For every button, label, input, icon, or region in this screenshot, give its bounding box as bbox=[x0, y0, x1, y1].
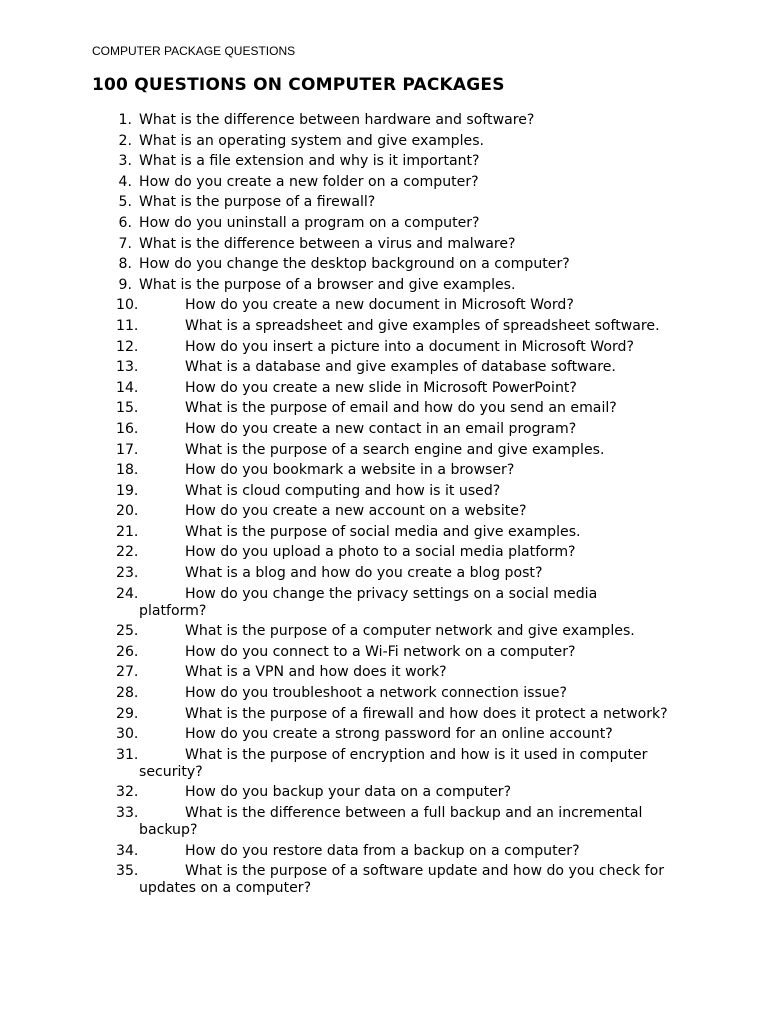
document-title: 100 QUESTIONS ON COMPUTER PACKAGES bbox=[92, 75, 505, 95]
question-number: 8. bbox=[118, 256, 132, 273]
question-item bbox=[0, 112, 768, 129]
question-number: 5. bbox=[118, 194, 132, 211]
question-text: What is the difference between a virus and malware? bbox=[139, 235, 516, 252]
question-item bbox=[0, 339, 768, 356]
question-number: 30. bbox=[116, 726, 139, 743]
question-text: How do you create a new document in Microsoft Word? bbox=[185, 297, 574, 314]
question-text: What is the purpose of a firewall? bbox=[139, 194, 376, 211]
question-text: What is a database and give examples of database software. bbox=[185, 359, 616, 376]
question-text: How do you create a new folder on a computer? bbox=[139, 173, 479, 190]
question-text: How do you create a new contact in an email program? bbox=[185, 420, 577, 437]
question-number: 3. bbox=[118, 153, 132, 170]
question-number: 22. bbox=[116, 544, 139, 561]
question-number: 4. bbox=[118, 173, 132, 190]
question-number: 29. bbox=[116, 705, 139, 722]
question-number: 1. bbox=[118, 112, 132, 128]
question-text: What is the purpose of email and how do you send an email? bbox=[185, 400, 617, 417]
question-item bbox=[0, 706, 768, 723]
question-item bbox=[0, 318, 768, 335]
question-item bbox=[0, 784, 768, 801]
question-item bbox=[0, 421, 768, 438]
question-item bbox=[0, 236, 768, 253]
question-list bbox=[0, 112, 768, 901]
question-item bbox=[0, 400, 768, 417]
question-item bbox=[0, 153, 768, 170]
question-number: 17. bbox=[116, 441, 139, 458]
question-item bbox=[0, 747, 768, 781]
question-number: 28. bbox=[116, 685, 139, 702]
question-number: 19. bbox=[116, 482, 139, 499]
question-number: 2. bbox=[118, 132, 132, 149]
question-text: How do you backup your data on a computer? bbox=[185, 784, 512, 801]
question-item bbox=[0, 297, 768, 314]
question-number: 6. bbox=[118, 214, 132, 231]
question-text: How do you change the privacy settings on a social media platform? bbox=[139, 585, 598, 619]
question-item bbox=[0, 483, 768, 500]
question-item bbox=[0, 277, 768, 294]
question-item bbox=[0, 544, 768, 561]
question-text: What is a VPN and how does it work? bbox=[185, 664, 447, 681]
question-number: 33. bbox=[116, 805, 139, 821]
question-number: 24. bbox=[116, 585, 139, 602]
question-text: What is an operating system and give examples. bbox=[139, 132, 485, 149]
question-text: How do you restore data from a backup on a computer? bbox=[185, 842, 580, 859]
question-text: How do you upload a photo to a social media platform? bbox=[185, 544, 576, 561]
question-text: How do you change the desktop background on a computer? bbox=[139, 256, 570, 273]
question-item bbox=[0, 623, 768, 640]
question-item bbox=[0, 503, 768, 520]
question-item bbox=[0, 863, 768, 897]
question-number: 16. bbox=[116, 420, 139, 437]
question-item bbox=[0, 685, 768, 702]
question-number: 10. bbox=[116, 297, 139, 314]
question-item bbox=[0, 194, 768, 211]
question-item bbox=[0, 256, 768, 273]
question-item bbox=[0, 462, 768, 479]
question-number: 32. bbox=[116, 784, 139, 801]
question-item bbox=[0, 664, 768, 681]
question-item bbox=[0, 843, 768, 860]
question-text: How do you troubleshoot a network connection issue? bbox=[185, 685, 567, 702]
question-text: What is the purpose of a software update and how do you check for updates on a computer? bbox=[139, 863, 665, 897]
question-number: 20. bbox=[116, 503, 139, 520]
question-text: What is the difference between hardware and software? bbox=[139, 112, 535, 128]
question-item bbox=[0, 644, 768, 661]
question-text: What is the purpose of a search engine and give examples. bbox=[185, 441, 605, 458]
question-number: 7. bbox=[118, 235, 132, 252]
question-item bbox=[0, 380, 768, 397]
question-number: 9. bbox=[118, 276, 132, 293]
question-text: How do you uninstall a program on a computer? bbox=[139, 214, 480, 231]
question-text: What is the purpose of a firewall and how does it protect a network? bbox=[185, 705, 668, 722]
question-text: How do you create a new account on a website? bbox=[185, 503, 527, 520]
question-number: 21. bbox=[116, 523, 139, 540]
question-number: 14. bbox=[116, 379, 139, 396]
question-item bbox=[0, 805, 768, 839]
question-number: 31. bbox=[116, 746, 139, 763]
question-text: What is the purpose of encryption and how is it used in computer security? bbox=[139, 746, 648, 780]
question-item bbox=[0, 359, 768, 376]
question-text: How do you create a new slide in Microsoft PowerPoint? bbox=[185, 379, 577, 396]
question-text: How do you connect to a Wi-Fi network on a computer? bbox=[185, 643, 576, 660]
question-item bbox=[0, 215, 768, 232]
question-text: What is the purpose of a computer network and give examples. bbox=[185, 623, 635, 640]
question-number: 26. bbox=[116, 643, 139, 660]
question-text: How do you insert a picture into a document in Microsoft Word? bbox=[185, 338, 634, 355]
question-item bbox=[0, 565, 768, 582]
question-number: 18. bbox=[116, 462, 139, 479]
question-item bbox=[0, 133, 768, 150]
question-item bbox=[0, 726, 768, 743]
question-text: How do you create a strong password for an online account? bbox=[185, 726, 613, 743]
question-text: What is a spreadsheet and give examples of spreadsheet software. bbox=[185, 317, 660, 334]
question-item bbox=[0, 442, 768, 459]
question-item bbox=[0, 174, 768, 191]
question-number: 11. bbox=[116, 317, 139, 334]
page-header: COMPUTER PACKAGE QUESTIONS bbox=[92, 44, 296, 58]
question-item bbox=[0, 586, 768, 620]
question-text: What is the purpose of social media and give examples. bbox=[185, 523, 581, 540]
question-text: What is a file extension and why is it important? bbox=[139, 153, 480, 170]
question-number: 15. bbox=[116, 400, 139, 417]
question-text: What is cloud computing and how is it used? bbox=[185, 482, 501, 499]
question-number: 23. bbox=[116, 565, 139, 582]
question-text: What is the difference between a full backup and an incremental backup? bbox=[139, 805, 643, 838]
question-number: 25. bbox=[116, 623, 139, 640]
question-text: How do you bookmark a website in a browser? bbox=[185, 462, 515, 479]
question-text: What is a blog and how do you create a blog post? bbox=[185, 565, 543, 582]
question-number: 34. bbox=[116, 842, 139, 859]
question-number: 27. bbox=[116, 664, 139, 681]
question-number: 12. bbox=[116, 338, 139, 355]
question-text: What is the purpose of a browser and give examples. bbox=[139, 276, 516, 293]
question-number: 35. bbox=[116, 863, 139, 880]
question-item bbox=[0, 524, 768, 541]
question-number: 13. bbox=[116, 359, 139, 376]
